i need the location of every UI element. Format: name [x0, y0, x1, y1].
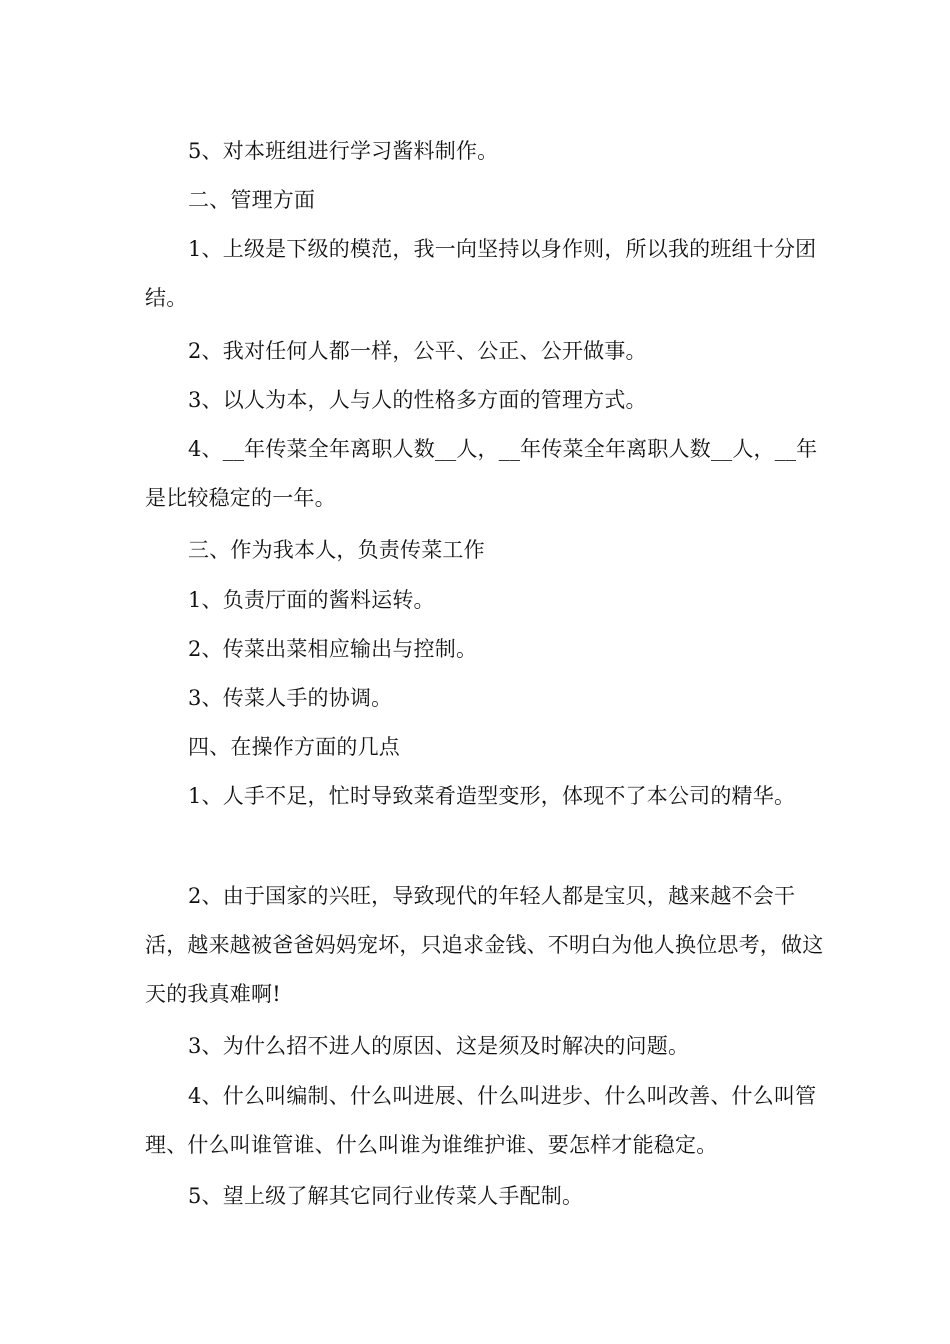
paragraph-item-2-young-people: 2、由于国家的兴旺，导致现代的年轻人都是宝贝，越来越不会干活，越来越被爸爸妈妈宠坏，只追求金钱、不明白为他人换位思考，做这天的我真难啊! — [145, 884, 824, 1006]
paragraph-item-4-turnover: 4、__年传菜全年离职人数__人，__年传菜全年离职人数__人，__年是比较稳定的一年。 — [145, 437, 818, 510]
paragraph-item-2-fairness: 2、我对任何人都一样，公平、公正、公开做事。 — [188, 339, 647, 363]
paragraph-item-1-leadership: 1、上级是下级的模范，我一向坚持以身作则，所以我的班组十分团结。 — [145, 237, 817, 310]
paragraph-item-1-staff-shortage: 1、人手不足，忙时导致菜肴造型变形，体现不了本公司的精华。 — [188, 784, 796, 808]
paragraph-item-3-people: 3、以人为本，人与人的性格多方面的管理方式。 — [188, 388, 647, 412]
paragraph-item-4-definitions: 4、什么叫编制、什么叫进展、什么叫进步、什么叫改善、什么叫管理、什么叫谁管谁、什么叫谁为谁维护谁、要怎样才能稳定。 — [145, 1084, 817, 1157]
paragraph-item-3-recruitment: 3、为什么招不进人的原因、这是须及时解决的问题。 — [188, 1034, 690, 1058]
paragraph-item-5-sauce: 5、对本班组进行学习酱料制作。 — [188, 139, 499, 163]
paragraph-item-5-staffing-request: 5、望上级了解其它同行业传菜人手配制。 — [188, 1184, 584, 1208]
paragraph-item-1-sauce-operation: 1、负责厅面的酱料运转。 — [188, 588, 435, 612]
section-heading-operations: 四、在操作方面的几点 — [188, 735, 400, 759]
paragraph-item-3-coordination: 3、传菜人手的协调。 — [188, 686, 393, 710]
section-heading-management: 二、管理方面 — [188, 188, 316, 212]
section-heading-personal: 三、作为我本人，负责传菜工作 — [188, 538, 485, 562]
paragraph-item-2-output-control: 2、传菜出菜相应输出与控制。 — [188, 637, 478, 661]
